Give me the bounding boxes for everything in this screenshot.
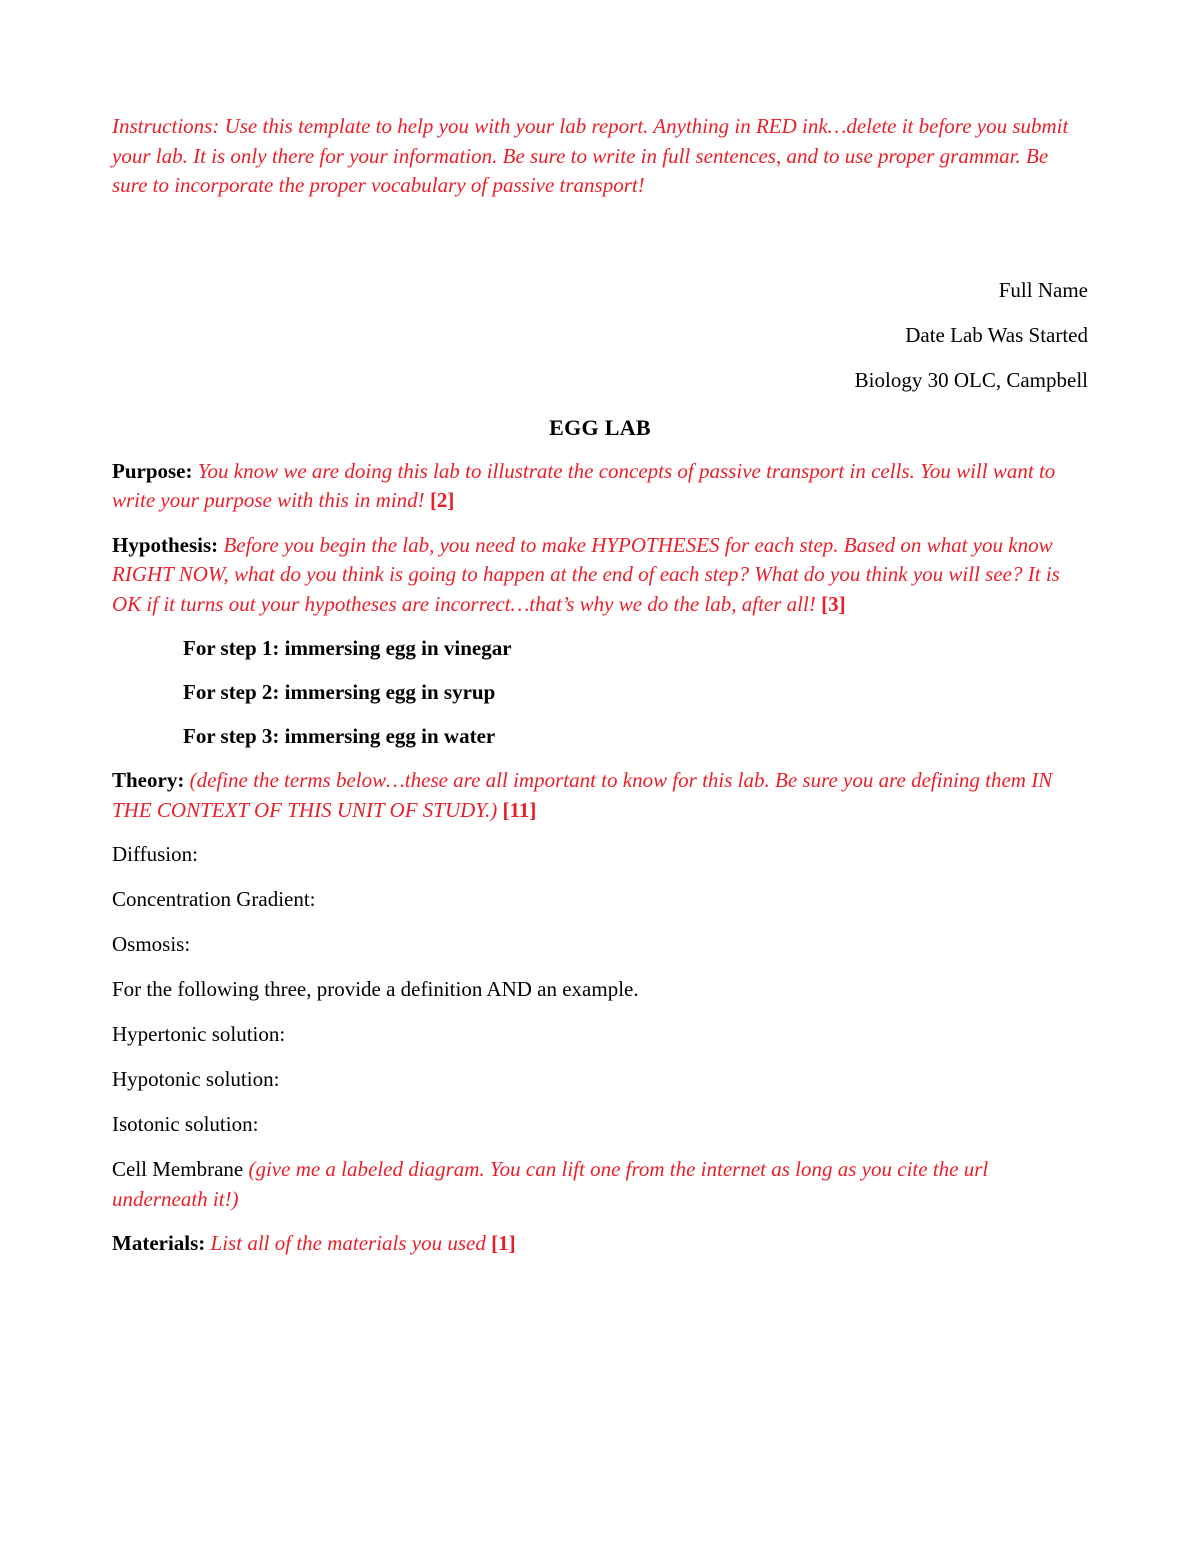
theory-label: Theory:: [112, 768, 185, 792]
term-hypertonic: Hypertonic solution:: [112, 1022, 286, 1046]
cell-membrane-section: [112, 1155, 1088, 1214]
theory-text: (define the terms below…these are all important to know for this lab. Be sure you are defining them IN THE CONTEXT OF THIS UNIT OF STUDY.): [112, 768, 1053, 822]
cell-membrane-label: Cell Membrane: [112, 1157, 244, 1181]
materials-section: [112, 1229, 1088, 1259]
hypothesis-label: Hypothesis:: [112, 532, 219, 557]
theory-section: [112, 766, 1088, 825]
hypothesis-step-2: For step 2: immersing egg in syrup: [183, 680, 496, 704]
hypothesis-step-3: For step 3: immersing egg in water: [183, 724, 496, 748]
term-hypotonic: Hypotonic solution:: [112, 1067, 280, 1091]
definition-instruction: For the following three, provide a definition AND an example.: [112, 977, 639, 1001]
document-title: EGG LAB: [549, 414, 651, 440]
student-name: Full Name: [998, 277, 1088, 302]
cell-membrane-note: (give me a labeled diagram. You can lift one from the internet as long as you cite the url underneath it!): [112, 1157, 989, 1211]
instructions-text: Instructions: Use this template to help you with your lab report. Anything in RED ink…delete it before you submit your lab. It is only there for your information. Be sure to write in full sentences, and to use proper grammar. Be sure to incorporate the proper vocabulary of passive transport!: [112, 114, 1069, 197]
header-block: [112, 276, 1088, 411]
term-osmosis: Osmosis:: [112, 932, 191, 956]
hypothesis-text: Before you begin the lab, you need to make HYPOTHESES for each step. Based on what you know RIGHT NOW, what do you think is going to happen at the end of each step? What do you think you will see? It is OK if it turns out your hypotheses are incorrect…that’s why we do the lab, after all!: [112, 532, 1060, 616]
purpose-marks: [2]: [429, 488, 455, 512]
term-concentration-gradient: Concentration Gradient:: [112, 887, 316, 911]
materials-marks: [1]: [491, 1231, 516, 1255]
purpose-label: Purpose:: [112, 458, 193, 483]
hypothesis-section: [112, 531, 1088, 620]
materials-label: Materials:: [112, 1231, 206, 1255]
purpose-text: You know we are doing this lab to illustrate the concepts of passive transport in cells. You will want to write your purpose with this in mind!: [112, 458, 1056, 512]
hypothesis-marks: [3]: [821, 591, 846, 616]
term-isotonic: Isotonic solution:: [112, 1112, 259, 1136]
lab-date: Date Lab Was Started: [905, 322, 1088, 347]
course-name: Biology 30 OLC, Campbell: [854, 367, 1088, 392]
term-diffusion: Diffusion:: [112, 842, 198, 866]
theory-marks: [11]: [502, 797, 537, 822]
document-page: [112, 112, 1088, 1274]
hypothesis-step-1: For step 1: immersing egg in vinegar: [183, 636, 512, 660]
purpose-section: [112, 457, 1088, 516]
materials-text: List all of the materials you used: [210, 1231, 486, 1255]
